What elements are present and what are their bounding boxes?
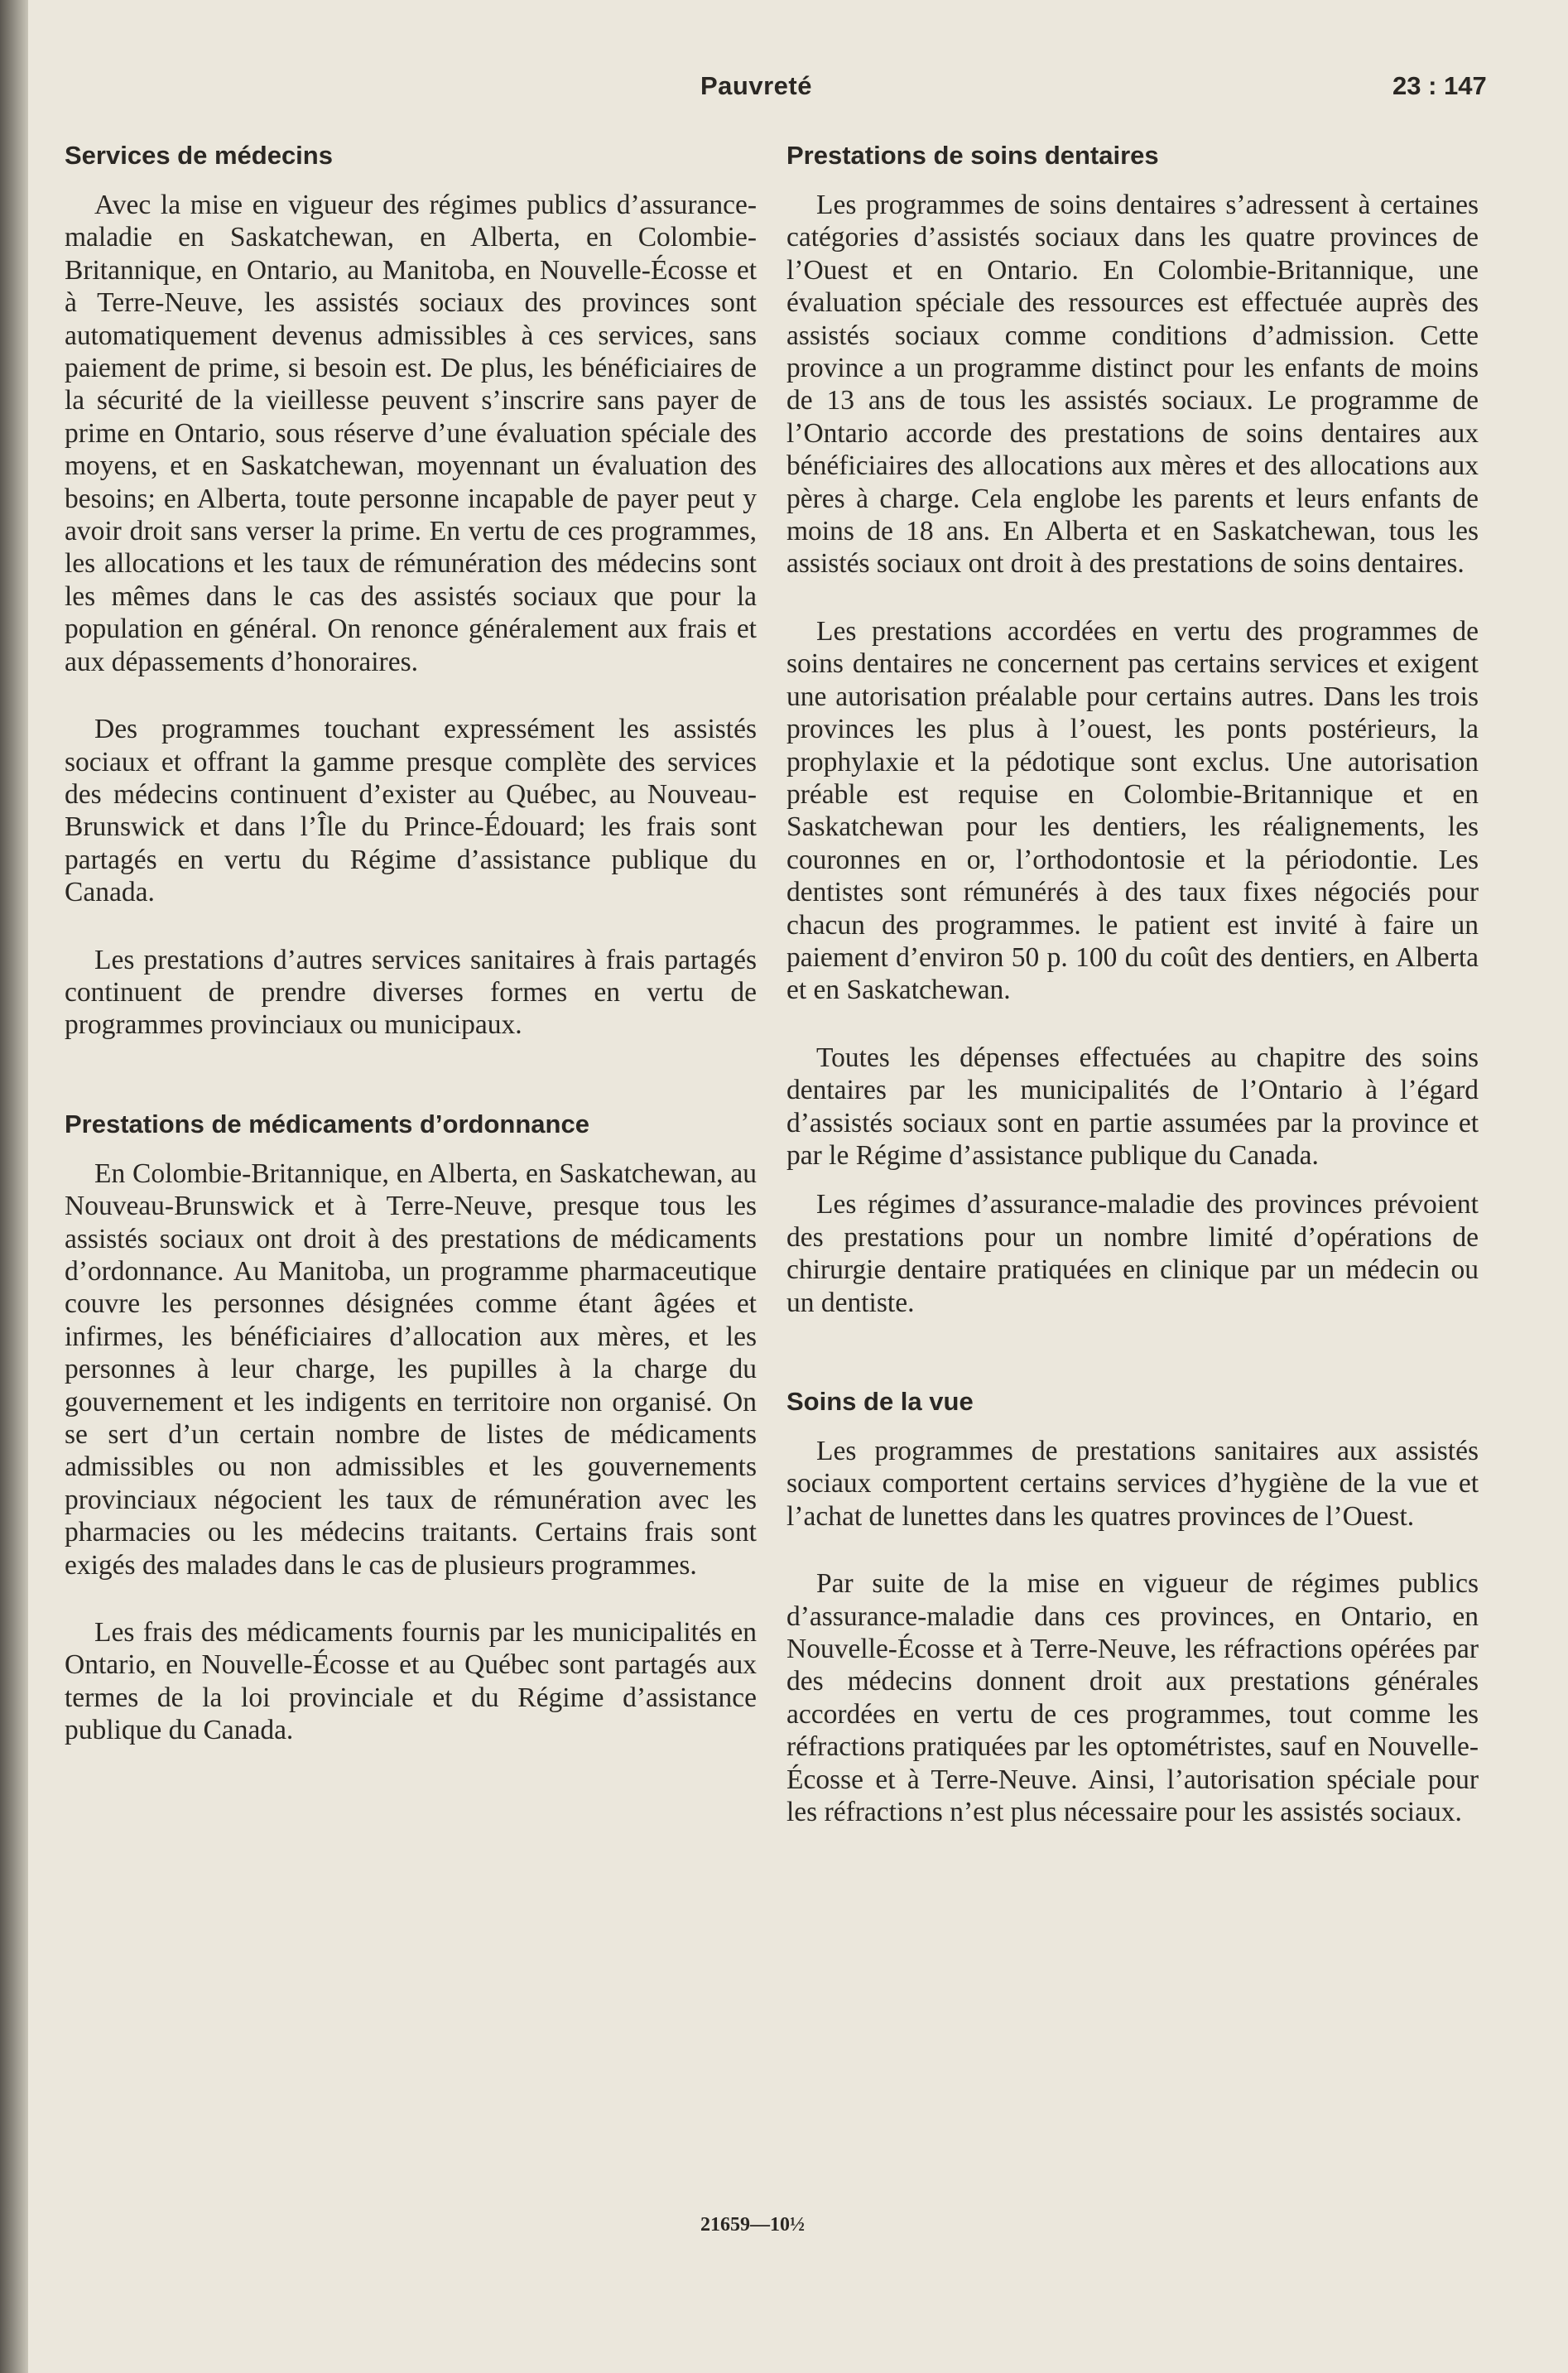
heading-physician-services: Services de médecins xyxy=(65,141,333,170)
page-number: 23 : 147 xyxy=(1392,71,1487,100)
paragraph: Toutes les dépenses effectuées au chapitre des soins dentaires par les municipalités de l’Ontario à l’égard d’assistés sociaux sont en partie assumées par la province et par le Régime d’assistance publique du Canada. xyxy=(786,1042,1479,1171)
paragraph: Les prestations accordées en vertu des programmes de soins dentaires ne concernent pas certains services et exigent une autorisation préalable pour certains autres. Dans les trois provinces les plus à l’ouest, les ponts postérieurs, la prophylaxie et la pédotique sont exclus. Une autorisation préable est requise en Colombie-Britannique et en Saskatchewan pour les dentiers, les réalignements, les couronnes en or, l’orthodontosie et la périodontie. Les dentistes sont rémunérés à des taux fixes négociés pour chacun des programmes. le patient est invité à faire un paiement d’environ 50 p. 100 du coût des dentiers, en Alberta et en Saskatchewan. xyxy=(786,615,1479,1006)
paragraph: Les régimes d’assurance-maladie des provinces prévoient des prestations pour un nombre limité d’opérations de chirurgie dentaire pratiquées en clinique par un médecin ou un dentiste. xyxy=(786,1189,1479,1318)
heading-prescription-drugs: Prestations de médicaments d’ordonnance xyxy=(65,1109,589,1138)
left-column xyxy=(65,139,757,1747)
paragraph: Avec la mise en vigueur des régimes publics d’assurance-maladie en Saskatchewan, en Alberta, en Colombie-Britannique, en Ontario, au Manitoba, en Nouvelle-Écosse et à Terre-Neuve, les assistés sociaux des provinces sont automatiquement devenus admissibles à ces services, sans paiement de prime, si besoin est. De plus, les bénéficiaires de la sécurité de la vieillesse peuvent s’inscrire sans payer de prime en Ontario, sous réserve d’une évaluation spéciale des moyens, et en Saskatchewan, moyennant un évaluation des besoins; en Alberta, toute personne incapable de payer peut y avoir droit sans verser la prime. En vertu de ces programmes, les allocations et les taux de rémunération des médecins sont les mêmes dans le cas des assistés sociaux que pour la population en général. On renonce généralement aux frais et aux dépassements d’honoraires. xyxy=(65,190,757,677)
heading-dental-care: Prestations de soins dentaires xyxy=(786,141,1159,170)
paragraph: En Colombie-Britannique, en Alberta, en Saskatchewan, au Nouveau-Brunswick et à Terre-Neuve, presque tous les assistés sociaux ont droit à des prestations de médicaments d’ordonnance. Au Manitoba, un programme pharmaceutique couvre les personnes désignées comme étant âgées et infirmes, les bénéficiaires d’allocation aux mères, et les personnes à leur charge, les pupilles à la charge du gouvernement et les indigents en territoire non organisé. On se sert d’un certain nombre de listes de médicaments admissibles ou non admissibles et les gouvernements provinciaux négocient les taux de rémunération avec les pharmacies ou les médecins traitants. Certains frais sont exigés des malades dans le cas de plusieurs programmes. xyxy=(65,1158,757,1581)
running-title: Pauvreté xyxy=(700,71,812,100)
printer-signature: 21659—10½ xyxy=(700,2214,805,2236)
right-column xyxy=(786,139,1479,1828)
paragraph: Les programmes de soins dentaires s’adressent à certaines catégories d’assistés sociaux dans les quatre provinces de l’Ouest et en Ontario. En Colombie-Britannique, une évaluation spéciale des ressources est effectuée auprès des assistés sociaux comme conditions d’admission. Cette province a un programme distinct pour les enfants de moins de 13 ans de tous les assistés sociaux. Le programme de l’Ontario accorde des prestations de soins dentaires aux bénéficiaires des allocations aux mères et des allocations aux pères à charge. Cela englobe les parents et leurs enfants de moins de 18 ans. En Alberta et en Saskatchewan, tous les assistés sociaux ont droit à des prestations de soins dentaires. xyxy=(786,190,1479,580)
paragraph: Des programmes touchant expressément les assistés sociaux et offrant la gamme presque complète des services des médecins continuent d’exister au Québec, au Nouveau-Brunswick et dans l’Île du Prince-Édouard; les frais sont partagés en vertu du Régime d’assistance publique du Canada. xyxy=(65,714,757,908)
running-header xyxy=(28,66,1568,108)
paragraph: Par suite de la mise en vigueur de régimes publics d’assurance-maladie dans ces provinces, en Ontario, en Nouvelle-Écosse et à Terre-Neuve, les réfractions opérées par des médecins donnent droit aux prestations générales accordées en vertu de ces programmes, tout comme les réfractions pratiquées par les optométristes, sauf en Nouvelle-Écosse et à Terre-Neuve. Ainsi, l’autorisation spéciale pour les réfractions n’est plus nécessaire pour les assistés sociaux. xyxy=(786,1568,1479,1828)
page-binding-edge xyxy=(0,0,28,2373)
paragraph: Les frais des médicaments fournis par les municipalités en Ontario, en Nouvelle-Écosse et au Québec sont partagés aux termes de la loi provinciale et du Régime d’assistance publique du Canada. xyxy=(65,1617,757,1746)
heading-vision-care: Soins de la vue xyxy=(786,1387,974,1416)
paragraph: Les prestations d’autres services sanitaires à frais partagés continuent de prendre diverses formes en vertu de programmes provinciaux ou municipaux. xyxy=(65,944,757,1041)
paragraph: Les programmes de prestations sanitaires aux assistés sociaux comportent certains services d’hygiène de la vue et l’achat de lunettes dans les quatres provinces de l’Ouest. xyxy=(786,1436,1479,1532)
